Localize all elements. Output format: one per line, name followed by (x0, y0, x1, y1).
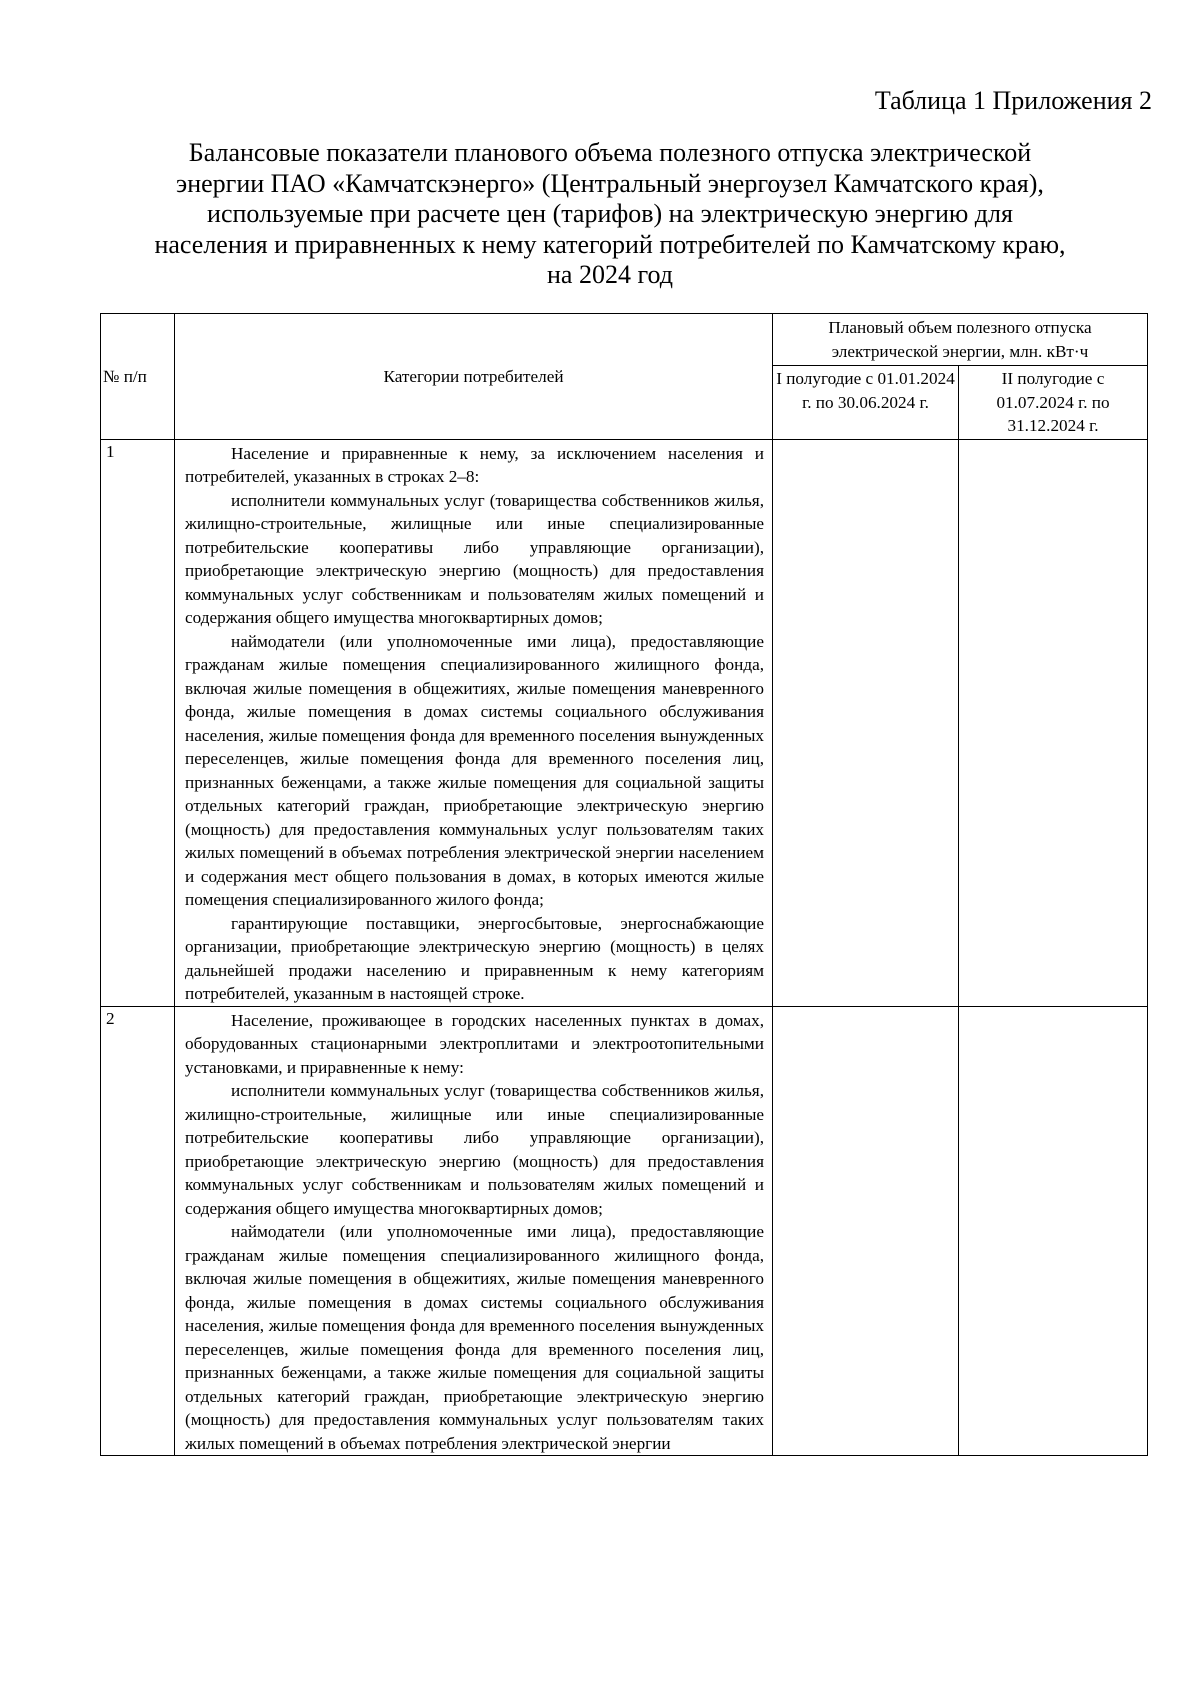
table-reference: Таблица 1 Приложения 2 (874, 86, 1152, 115)
header-category: Категории потребителей (175, 314, 773, 440)
title-line: населения и приравненных к нему категорий потребителей по Камчатскому краю, (154, 229, 1066, 259)
table-row (101, 439, 1148, 1006)
value-half1 (773, 1006, 959, 1456)
header-num: № п/п (101, 314, 175, 440)
table-row (101, 1006, 1148, 1456)
header-volume: Плановый объем полезного отпуска электрической энергии, млн. кВт·ч (773, 314, 1148, 366)
category-paragraph: исполнители коммунальных услуг (товарищества собственников жилья, жилищно-строительные, жилищные или иные специализированные потребительские кооперативы либо управляющие организации), приобретающие электрическую энергию (мощность) для предоставления коммунальных услуг собственникам и пользователям жилых помещений и содержания общего имущества многоквартирных домов; (185, 490, 764, 627)
category-paragraph: наймодатели (или уполномоченные ими лица), предоставляющие гражданам жилые помещения специализированного жилищного фонда, включая жилые помещения в общежитиях, жилые помещения маневренного фонда, жилые помещения в домах системы социального обслуживания населения, жилые помещения фонда для временного поселения вынужденных переселенцев, жилые помещения фонда для временного поселения лиц, признанных беженцами, а также жилые помещения для социальной защиты отдельных категорий граждан, приобретающие электрическую энергию (мощность) для предоставления коммунальных услуг пользователям таких жилых помещений в объемах потребления электрической энергии населением и содержания мест общего пользования в домах, в которых имеются жилые помещения специализированного жилого фонда; (185, 631, 764, 909)
row-number: 2 (101, 1006, 175, 1456)
value-half2 (959, 1006, 1148, 1456)
title-line: энергии ПАО «Камчатскэнерго» (Центральный энергоузел Камчатского края), (176, 168, 1044, 198)
category-paragraph: исполнители коммунальных услуг (товарищества собственников жилья, жилищно-строительные, жилищные или иные специализированные потребительские кооперативы либо управляющие организации), приобретающие электрическую энергию (мощность) для предоставления коммунальных услуг собственникам и пользователям жилых помещений и содержания общего имущества многоквартирных домов; (185, 1081, 764, 1218)
title-line: Балансовые показатели планового объема полезного отпуска электрической (188, 138, 1032, 167)
header-half1: I полугодие с 01.01.2024 г. по 30.06.2024 г. (773, 366, 959, 440)
title-line: на 2024 год (547, 260, 673, 289)
title-line: используемые при расчете цен (тарифов) на электрическую энергию для (207, 199, 1013, 228)
row-category (175, 439, 773, 1006)
value-half1 (773, 439, 959, 1006)
category-paragraph: Население и приравненные к нему, за исключением населения и потребителей, указанных в строках 2–8: (185, 443, 764, 486)
category-paragraph: наймодатели (или уполномоченные ими лица), предоставляющие гражданам жилые помещения специализированного жилищного фонда, включая жилые помещения в общежитиях, жилые помещения маневренного фонда, жилые помещения в домах системы социального обслуживания населения, жилые помещения фонда для временного поселения вынужденных переселенцев, жилые помещения фонда для временного поселения лиц, признанных беженцами, а также жилые помещения для социальной защиты отдельных категорий граждан, приобретающие электрическую энергию (мощность) для предоставления коммунальных услуг пользователям таких жилых помещений в объемах потребления электрической энергии (185, 1222, 764, 1453)
row-category (175, 1006, 773, 1456)
value-half2 (959, 439, 1148, 1006)
category-paragraph: гарантирующие поставщики, энергосбытовые, энергоснабжающие организации, приобретающие электрическую энергию (мощность) в целях дальнейшей продажи населению и приравненным к нему категориям потребителей, указанным в настоящей строке. (185, 913, 764, 1003)
row-number: 1 (101, 439, 175, 1006)
category-paragraph: Население, проживающее в городских населенных пунктах в домах, оборудованных стационарными электроплитами и электроотопительными установками, и приравненные к нему: (185, 1010, 764, 1077)
document-title (130, 138, 1090, 291)
balance-table (100, 313, 1148, 1456)
header-half2: II полугодие с 01.07.2024 г. по 31.12.2024 г. (959, 366, 1148, 440)
